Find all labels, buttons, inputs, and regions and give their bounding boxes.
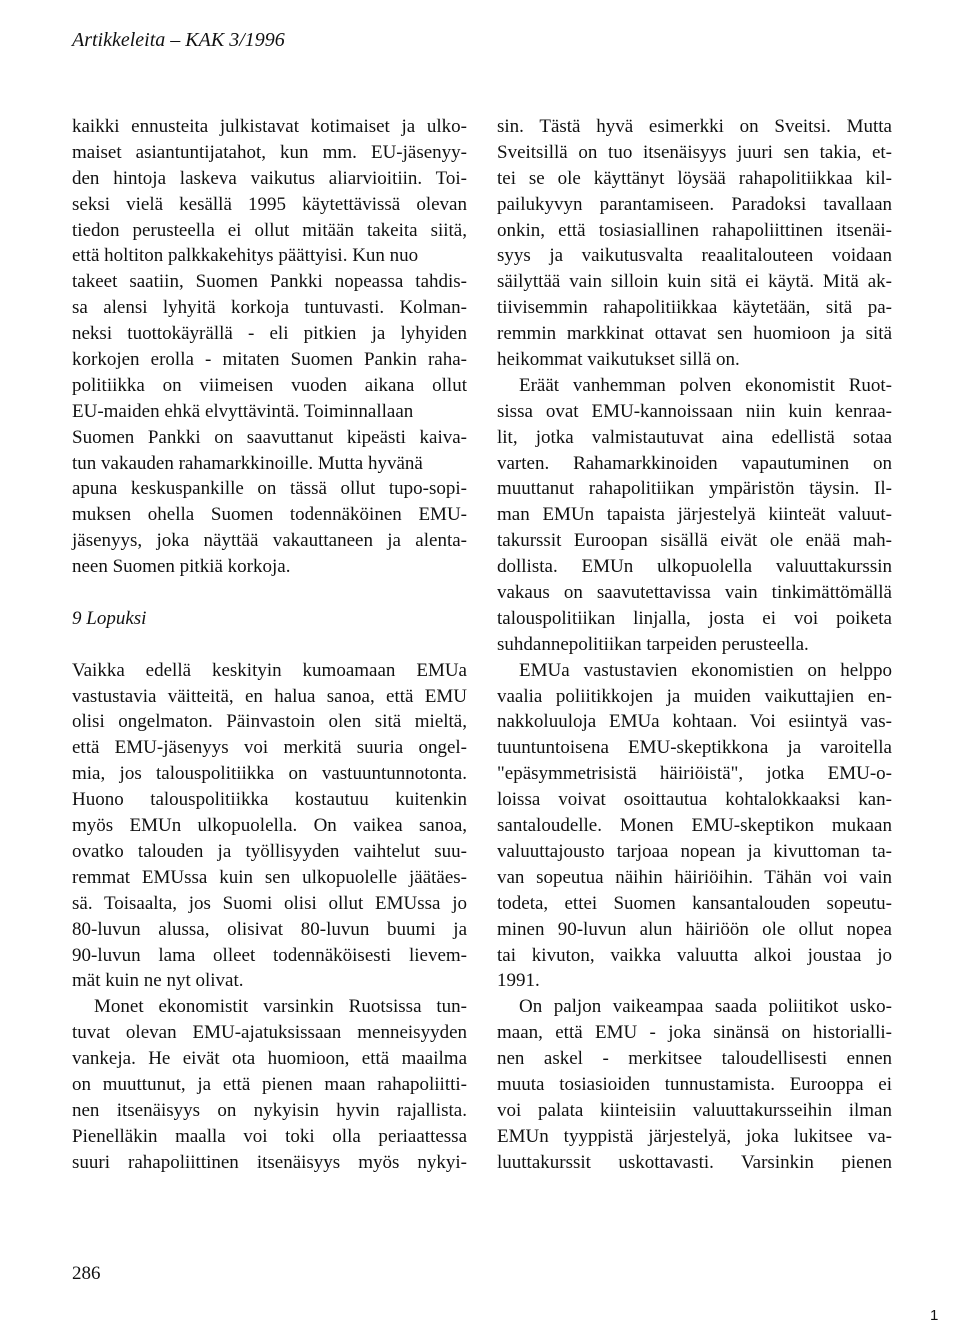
text-line: muuttanut rahapolitiikan ympäristön täysin. Il- — [497, 478, 892, 500]
text-line: lit, jotka valmistautuvat aina edellistä sotaa — [497, 426, 892, 448]
text-line: sä. Toisaalta, jos Suomi olisi ollut EMUssa jo — [72, 892, 467, 914]
text-line: talouspolitiikan linjalla, josta ei voi poiketa — [497, 607, 892, 629]
text-line: tiedon perusteella ei ollut mitään takeita siitä, — [72, 219, 467, 241]
text-line: neen Suomen pitkiä korkoja. — [72, 556, 291, 578]
text-line: mia, jos talouspolitiikka on vastuuntunnotonta. — [72, 763, 467, 785]
text-line: Sveitsillä on tuo itsenäisyys juuri sen takia, et- — [497, 141, 892, 163]
text-line: remmat EMUssa kuin sen ulkopuolelle jäätäes- — [72, 866, 467, 888]
right-column — [497, 114, 892, 1176]
text-line: heikommat vaikutukset sillä on. — [497, 349, 740, 371]
text-line: takeet saatiin, Suomen Pankki nopeassa tahdis- — [72, 271, 467, 293]
text-line: remmin markkinat ottavat sen huomioon ja sitä — [497, 323, 892, 345]
text-line: tun vakauden rahamarkkinoille. Mutta hyvänä — [72, 452, 423, 474]
text-line: nen askel - merkitsee taloudellisesti ennen — [497, 1048, 892, 1070]
text-line: sa alensi lyhyitä korkoja tuntuvasti. Kolman- — [72, 297, 467, 319]
text-line: että EMU-jäsenyys voi merkitä suuria ongel- — [72, 737, 467, 759]
text-line: tei se ole käyttänyt löysää rahapolitiikkaa kil- — [497, 167, 892, 189]
text-line: olisi ongelmaton. Päinvastoin olen sitä mieltä, — [72, 711, 467, 733]
text-line: todeta, ettei Suomen kansantalouden sopeutu- — [497, 892, 892, 914]
text-line: Suomen Pankki on saavuttanut kipeästi kaiva- — [72, 426, 467, 448]
text-line: nen itsenäisyys on nykyisin hyvin rajallista. — [72, 1099, 467, 1121]
text-line: onkin, että tosiasiallinen rahapoliittinen itsenäi- — [497, 219, 892, 241]
text-line: Monet ekonomistit varsinkin Ruotsissa tun- — [94, 996, 467, 1018]
text-line: On paljon vaikeampaa saada poliitikot usko- — [519, 996, 892, 1018]
paragraph-gap — [72, 632, 467, 658]
text-line: varten. Rahamarkkinoiden vapautuminen on — [497, 452, 892, 474]
text-line: kaikki ennusteita julkistavat kotimaiset ja ulko- — [72, 116, 467, 137]
text-line: man EMUn tapaista järjestelyä kiinteät valuut- — [497, 504, 892, 526]
text-line: Eräät vanhemman polven ekonomistit Ruot- — [519, 374, 892, 396]
text-line: takurssit Euroopan sisällä eivät ole enää mah- — [497, 530, 892, 552]
text-line: EMUa vastustavien ekonomistien on helppo — [519, 659, 892, 681]
text-line: muksen ohella Suomen todennäköinen EMU- — [72, 504, 467, 526]
text-line: EU-maiden ehkä elvyttävintä. Toiminnallaan — [72, 400, 414, 422]
text-line: jäsenyys, joka näyttää vakauttaneen ja alenta- — [72, 530, 467, 552]
text-line: tuuntuntoisena EMU-skeptikkona ja varoitella — [497, 737, 892, 759]
text-line: maan, että EMU - joka sinänsä on historialli- — [497, 1022, 892, 1044]
section-heading: 9 Lopuksi — [72, 607, 147, 629]
text-line: vastustavia väitteitä, en halua sanoa, että EMU — [72, 685, 467, 707]
text-line: syys ja vaikutusvalta reaalitalouteen voidaan — [497, 245, 892, 267]
text-line: Pienelläkin maalla voi toki olla periaattessa — [72, 1125, 467, 1147]
text-line: mät kuin ne nyt olivat. — [72, 970, 244, 992]
corner-number: 1 — [930, 1307, 939, 1324]
running-title: Artikkeleita – KAK 3/1996 — [72, 29, 285, 51]
text-line: 1991. — [497, 970, 540, 992]
text-line: on muuttunut, ja että pienen maan rahapoliitti- — [72, 1073, 467, 1095]
text-line: ovatko talouden ja työllisyyden vaihtelut suu- — [72, 840, 467, 862]
text-line: neksi tuottokäyrällä - eli pitkien ja lyhyiden — [72, 323, 467, 345]
text-line: santaloudelle. Monen EMU-skeptikon mukaan — [497, 815, 892, 837]
text-line: valuuttajousto tarjoaa nopean ja kivuttoman ta- — [497, 840, 892, 862]
text-line: suuri rahapoliittinen itsenäisyys myös nykyi- — [72, 1151, 467, 1173]
text-line: politiikka on viimeisen vuoden aikana ollut — [72, 374, 467, 396]
text-line: tuvat olevan EMU-ajatuksissaan menneisyyden — [72, 1022, 467, 1044]
text-line: maiset asiantuntijatahot, kun mm. EU-jäsenyy- — [72, 141, 467, 163]
text-line: pailukyvyn parantamiseen. Paradoksi tavallaan — [497, 193, 892, 215]
text-line: sin. Tästä hyvä esimerkki on Sveitsi. Mutta — [497, 116, 892, 137]
text-line: EMUn tyyppistä järjestelyä, joka lukitsee va- — [497, 1125, 892, 1147]
text-line: että holtiton palkkakehitys päättyisi. Kun nuo — [72, 245, 419, 267]
text-line: myös EMUn ulkopuolella. On vaikea sanoa, — [72, 815, 467, 837]
text-line: 80-luvun alussa, olisivat 80-luvun buumi ja — [72, 918, 467, 940]
text-line: van sopeutua näihin häiriöihin. Tähän voi vain — [497, 866, 892, 888]
page-number: 286 — [72, 1263, 101, 1284]
text-line: Vaikka edellä keskityin kumoamaan EMUa — [72, 659, 467, 681]
text-line: voi palata kiinteisiin valuuttakursseihin ilman — [497, 1099, 892, 1121]
text-line: vaalia poliitikkojen ja muiden vaikuttajien en- — [497, 685, 892, 707]
text-line: den hintoja laskeva vaikutus aliarvioitiin. Toi- — [72, 167, 467, 189]
text-line: "epäsymmetrisistä häiriöistä", jotka EMU-o- — [497, 763, 892, 785]
left-column — [72, 114, 467, 1176]
text-line: sissa ovat EMU-kannoissaan niin kuin kenraa- — [497, 400, 892, 422]
text-line: vankeja. He eivät ota huomioon, että maailma — [72, 1048, 467, 1070]
text-line: seksi vielä kesällä 1995 käytettävissä olevan — [72, 193, 467, 215]
text-line: tiivisemmin rahapolitiikkaa käytetään, sitä pa- — [497, 297, 892, 319]
text-line: säilyttää vain silloin kuin sitä ei käytä. Mitä ak- — [497, 271, 892, 293]
paragraph-gap — [72, 580, 467, 606]
text-line: nakkoluuloja EMUa kohtaan. Voi esiintyä vas- — [497, 711, 892, 733]
text-line: korkojen erolla - mitaten Suomen Pankin raha- — [72, 349, 467, 371]
text-line: dollista. EMUn ulkopuolella valuuttakurssin — [497, 556, 892, 578]
text-line: muuta tosiasioiden tunnustamista. Eurooppa ei — [497, 1073, 892, 1095]
text-line: vakaus on saavutettavissa vain tinkimättömällä — [497, 582, 892, 604]
text-line: 90-luvun lama olleet todennäköisesti lievem- — [72, 944, 467, 966]
text-line: Huono talouspolitiikka kostautuu kuitenkin — [72, 789, 467, 811]
text-line: tai kivuton, vaikka valuutta alkoi joustaa jo — [497, 944, 892, 966]
text-line: suhdannepolitiikan tarpeiden perusteella. — [497, 633, 809, 655]
text-line: minen 90-luvun alun häiriöön ole ollut nopea — [497, 918, 892, 940]
text-line: luuttakurssit uskottavasti. Varsinkin pienen — [497, 1151, 892, 1173]
text-line: loissa voivat osoittautua kohtalokkaaksi kan- — [497, 789, 892, 811]
text-line: apuna keskuspankille on tässä ollut tupo-sopi- — [72, 478, 467, 500]
